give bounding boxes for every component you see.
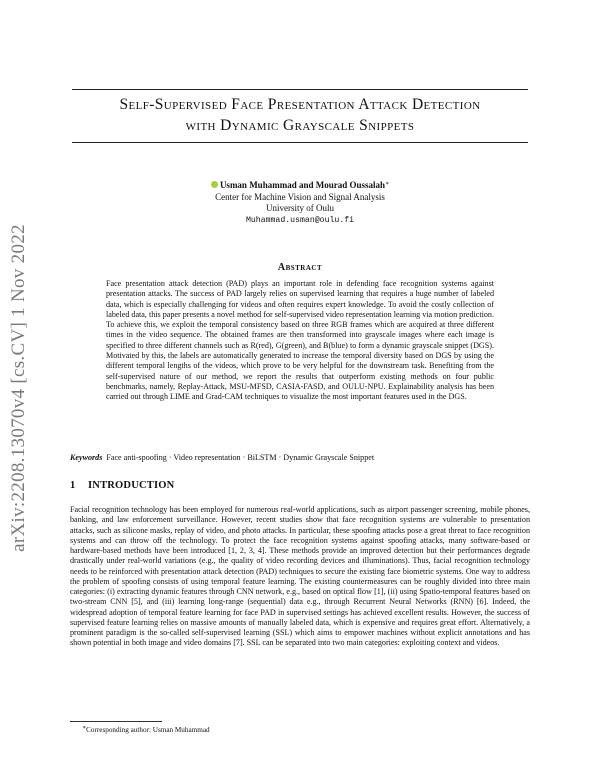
- footnote: [82, 724, 482, 735]
- footnote-text: Corresponding author: Usman Muhammad: [86, 726, 210, 734]
- title-bottom-rule: [72, 142, 528, 143]
- orcid-icon[interactable]: [211, 181, 218, 188]
- section-heading: [70, 480, 470, 491]
- keywords-text: Face anti-spoofing · Video representation · BiLSTM · Dynamic Grayscale Snippet: [106, 453, 375, 462]
- footnote-rule: [70, 721, 162, 722]
- author-names: Usman Muhammad and Mourad Oussalah: [219, 180, 385, 190]
- author-email[interactable]: Muhammad.usman@oulu.fi: [245, 215, 355, 225]
- arxiv-identifier: arXiv:2208.13070v4 [cs.CV] 1 Nov 2022: [8, 224, 29, 552]
- keywords-line: [70, 453, 540, 463]
- author-block: [150, 179, 450, 226]
- author-names-line: [150, 179, 450, 192]
- author-affiliation: Center for Machine Vision and Signal Analysis: [215, 191, 385, 202]
- title-line-1: Self-Supervised Face Presentation Attack Detection: [119, 96, 481, 113]
- footnote-marker: ∗: [82, 725, 87, 731]
- title-top-rule: [72, 89, 528, 90]
- abstract-text: Face presentation attack detection (PAD) plays an important role in defending face recognition systems against presentation attacks. The success of PAD largely relies on supervised learning that requires a huge number of labeled data, which is especially challenging for videos and often requires expert knowledge. To avoid the costly collection of labeled data, this paper presents a novel method for self-supervised video representation learning via motion prediction. To achieve this, we exploit the temporal consistency based on three RGB frames which are acquired at three different times in the video sequence. The obtained frames are then transformed into grayscale images where each image is specified to three different channels such as R(red), G(green), and B(blue) to form a dynamic grayscale snippet (DGS). Motivated by this, the labels are automatically generated to increase the temporal diversity based on DGS by using the different temporal lengths of the videos, which prove to be very helpful for the downstream task. Benefiting from the self-supervised nature of our method, we report the results that outperform existing methods on four public benchmarks, namely, Replay-Attack, MSU-MFSD, CASIA-FASD, and OULU-NPU. Explainability analysis has been carried out through LIME and Grad-CAM techniques to visualize the most important features used in the DGS.: [106, 279, 494, 402]
- paper-title: [40, 94, 560, 136]
- author-university: University of Oulu: [266, 203, 334, 213]
- section-title: INTRODUCTION: [88, 480, 175, 491]
- keywords-label: Keywords: [70, 453, 103, 462]
- abstract-heading: Abstract: [277, 262, 323, 273]
- introduction-text: Facial recognition technology has been employed for numerous real-world applications, such as airport passenger screening, mobile phones, banking, and law enforcement surveillance. However, recent studies show that face recognition systems are vulnerable to presentation attacks, such as silicone masks, replay of video, and photo attacks. In particular, these spoofing attacks pose a great threat to face recognition systems and can throw off the technology. To protect the face recognition systems against spoofing attacks, many software-based or hardware-based methods have been introduced [1, 2, 3, 4]. These methods provide an improved detection but their performances degrade drastically under real-world variations (e.g., the quality of video recording devices and illuminations). Thus, facial recognition technology needs to be reinforced with presentation attack detection (PAD) techniques to secure the existing face biometric systems. One way to address the problem of spoofing consists of using temporal feature learning. The existing countermeasures can be roughly divided into three main categories: (i) extracting dynamic features through CNN network, e.g., based on optical flow [1], (ii) using Spatio-temporal features based on two-stream CNN [5], and (iii) learning long-range (sequential) data e.g., through Recurrent Neural Networks (RNN) [6]. Indeed, the widespread adoption of temporal feature learning for face PAD in supervised settings has achieved excellent results. However, the success of supervised feature learning relies on massive amounts of manually labeled data, which is expensive and requires great effort. Alternatively, a prominent paradigm is the so-called self-supervised learning (SSL) which aims to empower machines without explicit annotations and has shown potential in both image and video domains [7]. SSL can be separated into two main categories: exploiting context and videos.: [70, 505, 530, 648]
- arxiv-stamp: [4, 208, 34, 568]
- corresponding-marker: ∗: [384, 181, 390, 187]
- section-number: 1: [70, 480, 76, 491]
- title-line-2: with Dynamic Grayscale Snippets: [185, 117, 415, 134]
